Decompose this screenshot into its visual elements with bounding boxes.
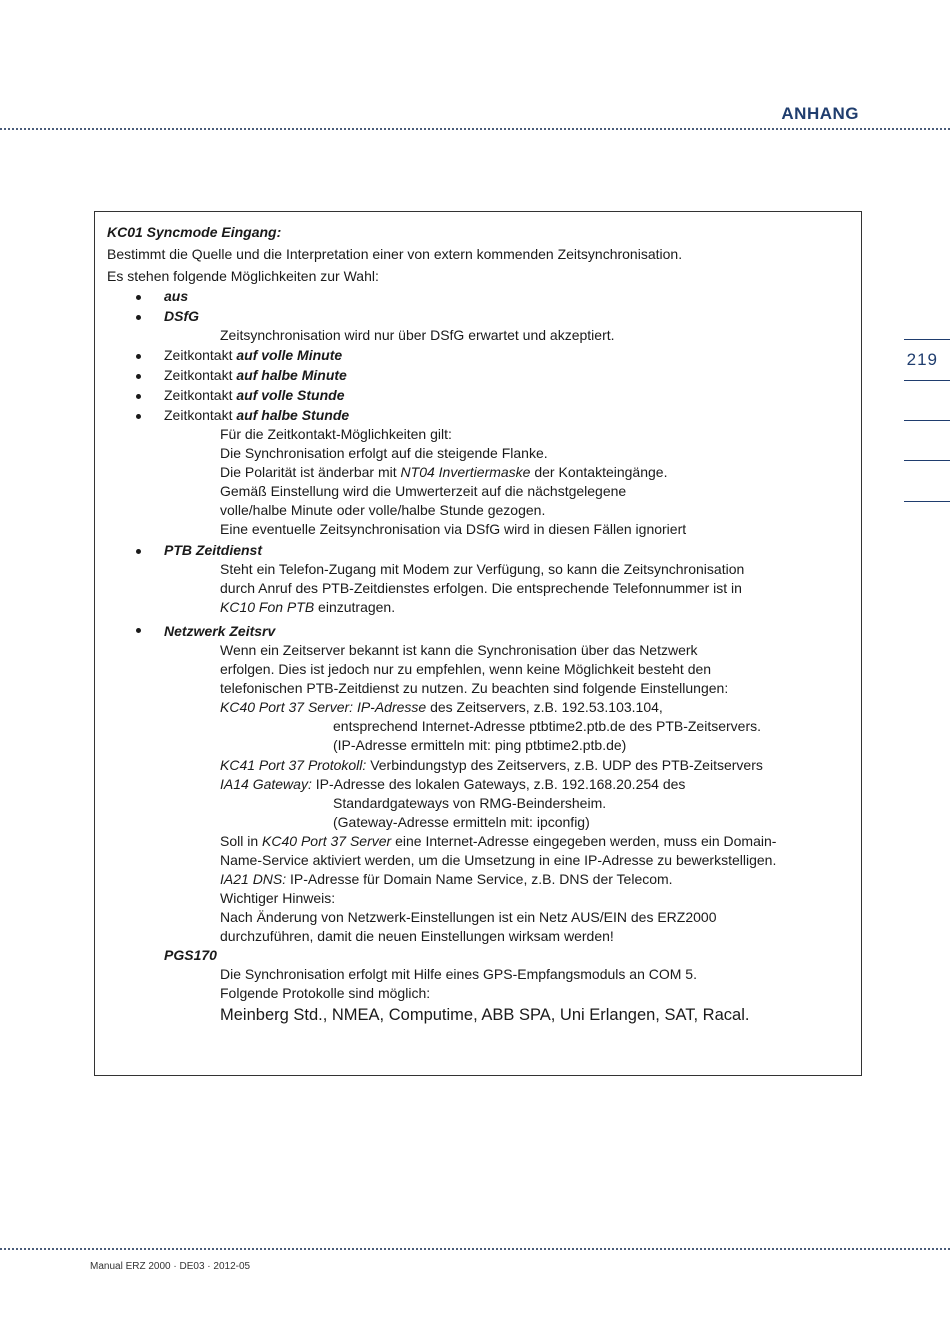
chapter-title: ANHANG	[781, 104, 859, 123]
option-description: Folgende Protokolle sind möglich:	[220, 985, 431, 1001]
option-description: KC41 Port 37 Protokoll: Verbindungstyp des Zeitservers, z.B. UDP des PTB-Zeitservers	[220, 757, 763, 773]
bullet	[136, 295, 141, 300]
option-description: Wichtiger Hinweis:	[220, 890, 336, 906]
option-description: erfolgen. Dies ist jedoch nur zu empfehlen, wenn keine Möglichkeit besteht den	[220, 661, 712, 677]
bullet	[136, 628, 141, 633]
option-netzwerk-zeitsrv: Netzwerk Zeitsrv	[164, 623, 276, 639]
tab-line	[904, 501, 950, 502]
option-description: IA21 DNS: IP-Adresse für Domain Name Service, z.B. DNS der Telecom.	[220, 871, 673, 887]
bullet	[136, 394, 141, 399]
option-description: Soll in KC40 Port 37 Server eine Internet-Adresse eingegeben werden, muss ein Domain-	[220, 833, 777, 849]
option-description: Gemäß Einstellung wird die Umwerterzeit auf die nächstgelegene	[220, 483, 627, 499]
option-description: Name-Service aktiviert werden, um die Umsetzung in eine IP-Adresse zu bewerkstelligen.	[220, 852, 777, 868]
option-description: IA14 Gateway: IP-Adresse des lokalen Gateways, z.B. 192.168.20.254 des	[220, 776, 686, 792]
tab-line	[904, 460, 950, 461]
intro-line: Bestimmt die Quelle und die Interpretation einer von extern kommenden Zeitsynchronisation.	[107, 246, 683, 262]
header-divider	[0, 128, 950, 130]
option-description: Die Synchronisation erfolgt auf die steigende Flanke.	[220, 445, 548, 461]
option-description: Eine eventuelle Zeitsynchronisation via DSfG wird in diesen Fällen ignoriert	[220, 521, 687, 537]
footer-divider	[0, 1248, 950, 1250]
bullet	[136, 374, 141, 379]
option-description: Zeitsynchronisation wird nur über DSfG erwartet und akzeptiert.	[220, 327, 615, 343]
option-description: Wenn ein Zeitserver bekannt ist kann die Synchronisation über das Netzwerk	[220, 642, 698, 658]
option-aus: aus	[164, 288, 189, 304]
protocol-list: Meinberg Std., NMEA, Computime, ABB SPA, Uni Erlangen, SAT, Racal.	[220, 1006, 750, 1024]
bullet	[136, 414, 141, 419]
option-description: KC10 Fon PTB einzutragen.	[220, 599, 396, 615]
footer-text: Manual ERZ 2000 · DE03 · 2012-05	[90, 1261, 251, 1272]
option-description: entsprechend Internet-Adresse ptbtime2.ptb.de des PTB-Zeitservers.	[333, 718, 761, 734]
option-description: Nach Änderung von Netzwerk-Einstellungen ist ein Netz AUS/EIN des ERZ2000	[220, 909, 717, 925]
option-description: KC40 Port 37 Server: IP-Adresse des Zeitservers, z.B. 192.53.103.104,	[220, 699, 663, 715]
box-heading: KC01 Syncmode Eingang:	[107, 224, 282, 240]
option-description: Steht ein Telefon-Zugang mit Modem zur Verfügung, so kann die Zeitsynchronisation	[220, 561, 745, 577]
option-dsfg: DSfG	[164, 308, 199, 324]
option-description: volle/halbe Minute oder volle/halbe Stunde gezogen.	[220, 502, 546, 518]
option-zeitkontakt-halbe-stunde: Zeitkontakt auf halbe Stunde	[164, 407, 350, 423]
option-description: (Gateway-Adresse ermitteln mit: ipconfig)	[333, 814, 590, 830]
bullet	[136, 549, 141, 554]
bullet	[136, 354, 141, 359]
option-description: durch Anruf des PTB-Zeitdienstes erfolgen. Die entsprechende Telefonnummer ist in	[220, 580, 742, 596]
page-number: 219	[906, 350, 938, 369]
option-description: telefonischen PTB-Zeitdienst zu nutzen. Zu beachten sind folgende Einstellungen:	[220, 680, 729, 696]
option-description: Für die Zeitkontakt-Möglichkeiten gilt:	[220, 426, 452, 442]
tab-line	[904, 420, 950, 421]
option-description: Die Synchronisation erfolgt mit Hilfe eines GPS-Empfangsmoduls an COM 5.	[220, 966, 697, 982]
option-description: (IP-Adresse ermitteln mit: ping ptbtime2.ptb.de)	[333, 737, 627, 753]
option-description: Standardgateways von RMG-Beindersheim.	[333, 795, 607, 811]
bullet	[136, 315, 141, 320]
option-zeitkontakt-volle-minute: Zeitkontakt auf volle Minute	[164, 347, 343, 363]
parameter-box	[94, 211, 862, 1076]
option-description: Die Polarität ist änderbar mit NT04 Invertiermaske der Kontakteingänge.	[220, 464, 668, 480]
option-zeitkontakt-halbe-minute: Zeitkontakt auf halbe Minute	[164, 367, 347, 383]
side-tab-markers	[904, 0, 950, 1344]
tab-line	[904, 380, 950, 381]
option-zeitkontakt-volle-stunde: Zeitkontakt auf volle Stunde	[164, 387, 345, 403]
tab-line	[904, 339, 950, 340]
option-description: durchzuführen, damit die neuen Einstellungen wirksam werden!	[220, 928, 614, 944]
intro-line: Es stehen folgende Möglichkeiten zur Wahl:	[107, 268, 379, 284]
option-pgs170: PGS170	[164, 947, 217, 963]
option-ptb-zeitdienst: PTB Zeitdienst	[164, 542, 263, 558]
